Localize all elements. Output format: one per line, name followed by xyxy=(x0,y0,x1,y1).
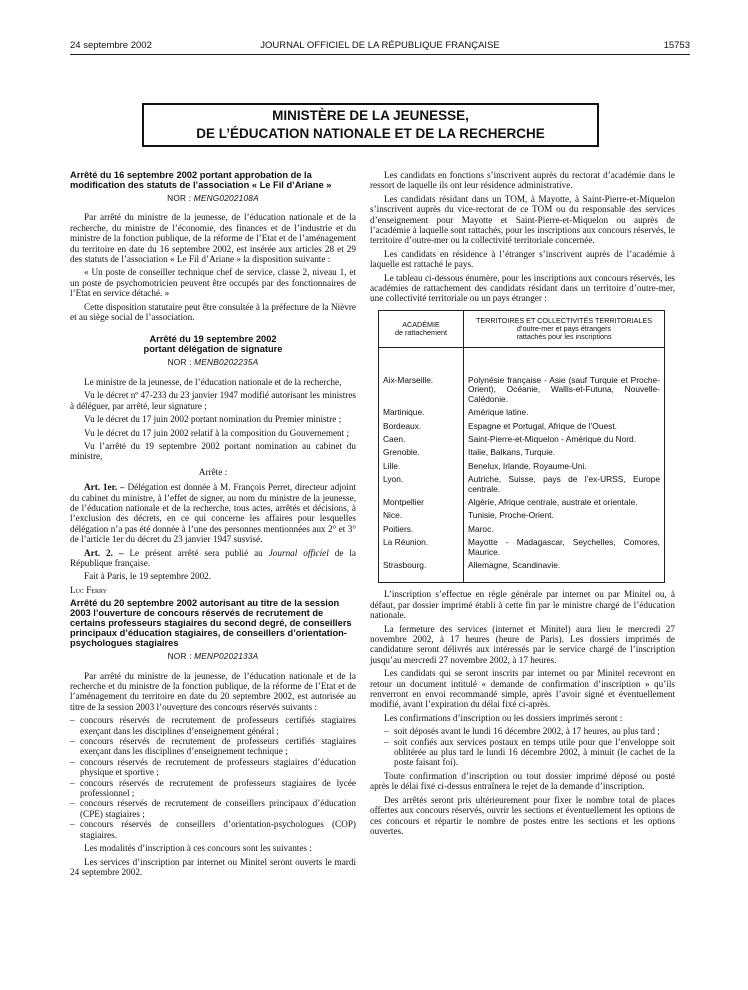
list-item: – soit déposés avant le lundi 16 décembre 2002, à 17 heures, au plus tard ; xyxy=(384,726,675,736)
list-item: – concours réservés de recrutement de professeurs stagiaires d’éducation physique et sportive ; xyxy=(70,757,356,778)
table-row xyxy=(379,509,665,522)
academie-cell: Nice. xyxy=(379,509,464,522)
academie-cell: Caen. xyxy=(379,433,464,446)
article-1 xyxy=(70,482,356,544)
academie-cell: Aix-Marseille. xyxy=(379,347,464,406)
right-para: L’inscription s’effectue en règle générale par internet ou par Minitel ou, à défaut, par dossier imprimé établi à cette fin par le ministre chargé de l’éducation nationale. xyxy=(370,589,675,621)
article-2 xyxy=(70,548,356,569)
header-line: TERRITOIRES ET COLLECTIVITÉS TERRITORIALES xyxy=(475,315,652,325)
territoires-cell: Tunisie, Proche-Orient. xyxy=(464,509,665,522)
journal-name: Journal officiel xyxy=(268,547,329,558)
territoires-cell: Allemagne, Scandinavie. xyxy=(464,559,665,583)
section2-title xyxy=(70,334,356,354)
table-row xyxy=(379,473,665,496)
academie-cell: Grenoble. xyxy=(379,446,464,459)
ministry-line-1: MINISTÈRE DE LA JEUNESSE, xyxy=(272,108,469,123)
section1-para: Cette disposition statutaire peut être consultée à la préfecture de la Nièvre et au siège social de l’association. xyxy=(70,301,356,323)
column-header-territoires xyxy=(464,310,665,347)
territoires-cell: Algérie, Afrique centrale, australe et orientale. xyxy=(464,496,665,509)
list-item: – soit confiés aux services postaux en temps utile pour que l’enveloppe soit oblitérée au plus tard le lundi 16 décembre 2002, à minuit (le cachet de la poste faisant foi). xyxy=(384,737,675,768)
territoires-cell: Mayotte - Madagascar, Seychelles, Comores, Maurice. xyxy=(464,536,665,559)
article-2-label: Art. 2. – xyxy=(84,547,124,558)
territoires-cell: Saint-Pierre-et-Miquelon - Amérique du Nord. xyxy=(464,433,665,446)
ministry-box xyxy=(142,103,599,147)
issue-date: 24 septembre 2002 xyxy=(70,40,152,51)
table-row xyxy=(379,559,665,583)
section2-para: Vu le décret nº 47-233 du 23 janvier 1947 modifié autorisant les ministres à déléguer, par arrêté, leur signature ; xyxy=(70,390,356,411)
table-row xyxy=(379,496,665,509)
list-item: – concours réservés de recrutement de professeurs certifiés stagiaires exerçant dans les disciplines d’enseignement général ; xyxy=(70,715,356,736)
nor-label: NOR : xyxy=(167,193,192,203)
column-header-academie xyxy=(379,310,464,347)
article-2-text-end: de la République française. xyxy=(70,547,357,568)
territoires-cell: Amérique latine. xyxy=(464,406,665,419)
right-para: Les candidats en fonctions s’inscrivent auprès du rectorat d’académie dans le ressort de laquelle ils ont leur résidence administrative. xyxy=(370,170,675,191)
confirmation-list xyxy=(370,726,675,768)
right-para: Le tableau ci-dessous énumère, pour les inscriptions aux concours réservés, les académies de rattachement des candidats résidant dans un territoire d’outre-mer, une collectivité territoriale ou un pays étranger : xyxy=(370,272,675,304)
right-para: Des arrêtés seront pris ultérieurement pour fixer le nombre total de places offertes aux concours réservés, ouvrir les sections et éventuellement les options de ces concours et répartir le nombre de postes entre les sections et les options ouvertes. xyxy=(370,794,675,836)
section3-nor xyxy=(70,651,356,661)
academie-cell: Strasbourg. xyxy=(379,559,464,583)
table-row xyxy=(379,347,665,406)
page-header xyxy=(70,40,690,54)
nor-code: MENG0202108A xyxy=(193,193,259,203)
table-row xyxy=(379,420,665,433)
article-1-text: Délégation est donnée à M. François Perret, directeur adjoint du cabinet du ministre, à l’effet de signer, au nom du ministre de la jeunesse, de l’éducation nationale et de la recherche, tous actes, arrêtés et décisions, à l’exclusion des décrets, en ce qui concerne les affaires pour lesquelles délégation n’a pas été donnée à l’une des personnes mentionnées aux 2° et 3° de l’article 1er du décret du 23 janvier 1947 susvisé. xyxy=(70,482,357,545)
territoires-cell: Maroc. xyxy=(464,523,665,536)
section3-para: Les modalités d’inscription à ces concours sont les suivantes : xyxy=(84,843,312,854)
nor-code: MENB0202235A xyxy=(194,357,259,368)
section2-para: Vu le décret du 17 juin 2002 relatif à la composition du Gouvernement ; xyxy=(84,427,350,438)
academie-cell: Montpellier xyxy=(379,496,464,509)
academie-cell: La Réunion. xyxy=(379,536,464,559)
territoires-cell: Italie, Balkans, Turquie. xyxy=(464,446,665,459)
done-at: Fait à Paris, le 19 septembre 2002. xyxy=(84,571,212,582)
territoires-cell: Polynésie française - Asie (sauf Turquie et Proche-Orient), Océanie, Wallis-et-Futuna, Nouvelle-Calédonie. xyxy=(464,347,665,406)
academies-table xyxy=(378,310,665,584)
academie-cell: Lille. xyxy=(379,460,464,473)
arrete-word: Arrête : xyxy=(198,466,228,477)
section2-para: Le ministre de la jeunesse, de l’éducation nationale et de la recherche, xyxy=(84,376,342,387)
table-row xyxy=(379,406,665,419)
territoires-cell: Espagne et Portugal, Afrique de l’Ouest. xyxy=(464,420,665,433)
section1-nor xyxy=(70,193,356,203)
page-number: 15753 xyxy=(663,40,690,51)
list-item: – concours réservés de recrutement de professeurs certifiés stagiaires exerçant dans les disciplines d’enseignement technique ; xyxy=(70,736,356,757)
right-para: Les candidats résidant dans un TOM, à Mayotte, à Saint-Pierre-et-Miquelon s’inscrivent auprès du vice-rectorat de ce TOM ou du responsable des services d’enseignement pour Mayotte et Saint-Pierre-et-Miquelon ou auprès de l’académie à laquelle sont rattachés, pour les inscriptions aux concours réservés, le territoire d’outre-mer ou la collectivité territoriale concernée. xyxy=(370,193,675,246)
section1-para: Par arrêté du ministre de la jeunesse, de l’éducation nationale et de la recherche, du ministre de l’économie, des finances et de l’industrie et du ministre de la fonction publique, de la réforme de l’Etat et de l’aménagement du territoire en date du 16 septembre 2002, est insérée aux articles 28 et 29 des statuts de l’association « Le Fil d’Ariane » la disposition suivante : xyxy=(70,212,356,265)
section2-para: Vu l’arrêté du 19 septembre 2002 portant nomination au cabinet du ministre, xyxy=(70,440,356,462)
signature: Luc Ferry xyxy=(70,584,108,595)
nor-label: NOR : xyxy=(167,651,192,662)
table-row xyxy=(379,433,665,446)
section2-title-line: Arrêté du 19 septembre 2002 xyxy=(149,334,277,345)
right-column xyxy=(370,170,675,839)
right-para: La fermeture des services (internet et Minitel) aura lieu le mercredi 27 novembre 2002, à 17 heures (heure de Paris). Les dossiers imprimés de candidature seront délivrés aux intéressés par le service chargé de l’inscription jusqu’au mercredi 27 novembre 2002, à 17 heures. xyxy=(370,623,675,665)
header-line: de rattachement xyxy=(395,327,447,337)
left-column xyxy=(70,170,356,880)
table-row xyxy=(379,536,665,559)
article-1-label: Art. 1er. – xyxy=(84,482,125,493)
nor-label: NOR : xyxy=(167,357,192,368)
territoires-cell: Autriche, Suisse, pays de l’ex-URSS, Europe centrale. xyxy=(464,473,665,496)
table-row xyxy=(379,523,665,536)
section1-title: Arrêté du 16 septembre 2002 portant approbation de la modification des statuts de l’association « Le Fil d’Ariane » xyxy=(70,170,332,190)
right-para: Les confirmations d’inscription ou les dossiers imprimés seront : xyxy=(384,712,623,723)
academie-cell: Poitiers. xyxy=(379,523,464,536)
territoires-cell: Benelux, Irlande, Royaume-Uni. xyxy=(464,460,665,473)
section3-para: Les services d’inscription par internet ou Minitel seront ouverts le mardi 24 septembre 2002. xyxy=(70,856,356,877)
right-para: Les candidats en résidence à l’étranger s’inscrivent auprès de l’académie à laquelle est rattaché le pays. xyxy=(370,248,675,270)
article-2-text: Le présent arrêté sera publié au xyxy=(129,547,269,558)
concours-list xyxy=(70,715,356,840)
header-line: d’outre-mer et pays étrangers xyxy=(516,323,612,333)
section3-title: Arrêté du 20 septembre 2002 autorisant au titre de la session 2003 l’ouverture de concours réservés de recrutement de certains professeurs stagiaires du second degré, de conseillers principaux d’éducation stagiaires, de conseillers d’orientation-psychologues stagiaires xyxy=(70,598,352,649)
table-row xyxy=(379,446,665,459)
section2-nor xyxy=(70,357,356,367)
header-line: ACADÉMIE xyxy=(402,319,440,329)
right-para: Les candidats qui se seront inscrits par internet ou par Minitel recevront en retour un document intitulé « demande de confirmation d’inscription » qu’ils renverront en envoi recommandé simple, après l’avoir signé et éventuellement modifié, avant l’expiration du délai fixé ci-après. xyxy=(370,668,675,710)
section3-para: Par arrêté du ministre de la jeunesse, de l’éducation nationale et de la recherche et du ministre de la fonction publique, de la réforme de l’Etat et de l’aménagement du territoire en date du 20 septembre 2002, est autorisée au titre de la session 2003 l’ouverture des concours réservés suivants : xyxy=(70,670,356,712)
academie-cell: Martinique. xyxy=(379,406,464,419)
header-line: rattachés pour les inscriptions xyxy=(516,331,612,341)
academie-cell: Lyon. xyxy=(379,473,464,496)
right-para: Toute confirmation d’inscription ou tout dossier imprimé déposé ou posté après le délai fixé ci-dessus entraînera le rejet de la demande d’inscription. xyxy=(370,770,675,792)
ministry-line-2: DE L’ÉDUCATION NATIONALE ET DE LA RECHERCHE xyxy=(196,126,545,141)
table-row xyxy=(379,460,665,473)
table-header-row xyxy=(379,310,665,347)
academie-cell: Bordeaux. xyxy=(379,420,464,433)
journal-title: JOURNAL OFFICIEL DE LA RÉPUBLIQUE FRANÇAISE xyxy=(260,40,500,51)
list-item: – concours réservés de recrutement de conseillers principaux d’éducation (CPE) stagiaires ; xyxy=(70,798,356,819)
list-item: – concours réservés de conseillers d’orientation-psychologues (COP) stagiaires. xyxy=(70,819,356,840)
section1-para: « Un poste de conseiller technique chef de service, classe 2, niveau 1, et un poste de psychomotricien peuvent être occupés par des fonctionnaires de l’Etat en service détaché. » xyxy=(70,267,356,299)
header-rule xyxy=(70,54,690,55)
section2-para: Vu le décret du 17 juin 2002 portant nomination du Premier ministre ; xyxy=(84,414,342,425)
list-item: – concours réservés de recrutement de professeurs stagiaires de lycée professionnel ; xyxy=(70,778,356,799)
nor-code: MENP0202133A xyxy=(194,651,259,662)
section2-title-line: portant délégation de signature xyxy=(143,344,283,355)
